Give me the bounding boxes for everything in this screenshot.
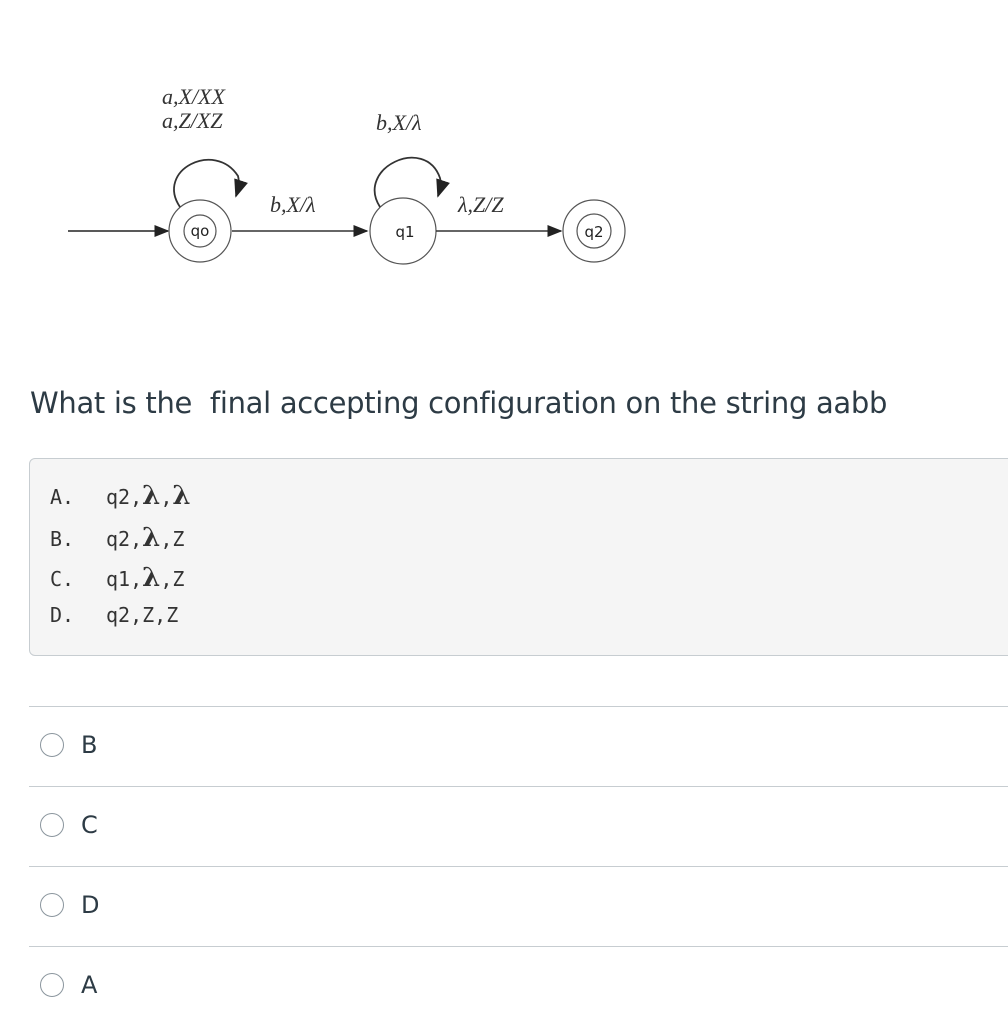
option-text: q2,: [106, 485, 143, 509]
radio-button[interactable]: [40, 893, 64, 917]
option-letter: B.: [50, 527, 75, 551]
option-text: q1,: [106, 567, 143, 591]
answer-choice-b[interactable]: [29, 706, 1008, 787]
option-text: q2,: [106, 527, 143, 551]
loop-q0-label-1: a,X/XX: [162, 84, 225, 109]
option-text: q2,Z,Z: [106, 603, 179, 627]
lambda-symbol: λ: [142, 563, 161, 593]
option-text: ,Z: [160, 567, 185, 591]
option-letter: C.: [50, 567, 75, 591]
radio-button[interactable]: [40, 813, 64, 837]
loop-q0-label-2: a,Z/XZ: [162, 108, 223, 133]
option-c: [50, 563, 184, 593]
option-letter: A.: [50, 485, 75, 509]
state-q2-label: q2: [584, 223, 604, 241]
edge-q1-q2-label: λ,Z/Z: [458, 192, 504, 217]
answer-choice-c[interactable]: [29, 786, 1008, 867]
state-q0-label: qo: [190, 222, 210, 240]
option-a: [50, 481, 191, 511]
answer-choice-d[interactable]: [29, 866, 1008, 947]
loop-q0: [174, 160, 239, 207]
answer-label[interactable]: A: [81, 971, 98, 999]
answer-label[interactable]: B: [81, 731, 98, 759]
option-d: [50, 603, 178, 627]
radio-button[interactable]: [40, 733, 64, 757]
edge-q0-q1-label: b,X/λ: [270, 192, 316, 217]
option-text: ,Z: [160, 527, 185, 551]
loop-q1-label: b,X/λ: [376, 110, 422, 135]
options-box: [29, 458, 1008, 656]
option-b: [50, 523, 184, 553]
answer-choice-a[interactable]: [29, 946, 1008, 1027]
question-text: What is the final accepting configuration on the string aabb: [30, 386, 888, 420]
option-letter: D.: [50, 603, 75, 627]
state-q1-label: q1: [395, 223, 415, 241]
lambda-symbol: λ: [142, 481, 161, 511]
radio-button[interactable]: [40, 973, 64, 997]
answer-label[interactable]: C: [81, 811, 98, 839]
lambda-symbol: λ: [142, 523, 161, 553]
pda-diagram: [0, 0, 1008, 320]
lambda-symbol: λ: [172, 481, 191, 511]
option-text: ,: [160, 485, 173, 509]
answer-label[interactable]: D: [81, 891, 100, 919]
